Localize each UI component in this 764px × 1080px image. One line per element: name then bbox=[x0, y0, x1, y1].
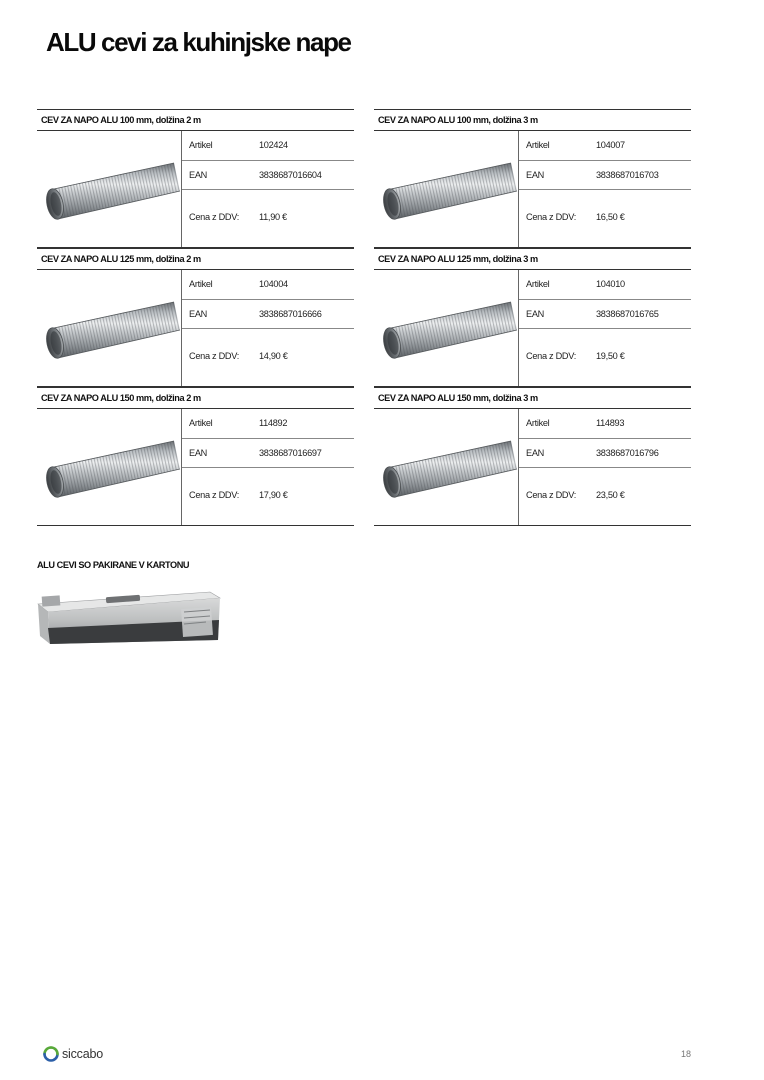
ean-label: EAN bbox=[526, 309, 544, 319]
product-card bbox=[374, 387, 691, 526]
alu-pipe-image bbox=[40, 423, 181, 511]
row-divider bbox=[519, 189, 691, 190]
product-heading: CEV ZA NAPO ALU 150 mm, dolžina 3 m bbox=[374, 387, 691, 409]
artikel-value: 114892 bbox=[259, 418, 288, 428]
ean-value: 3838687016796 bbox=[596, 448, 659, 458]
page-title: ALU cevi za kuhinjske nape bbox=[46, 27, 351, 57]
product-heading: CEV ZA NAPO ALU 100 mm, dolžina 3 m bbox=[374, 109, 691, 131]
price-value: 11,90 € bbox=[259, 212, 287, 222]
product-card bbox=[37, 387, 354, 526]
brand-name: siccabo bbox=[62, 1047, 103, 1061]
artikel-label: Artikel bbox=[189, 279, 213, 289]
alu-pipe-image bbox=[377, 145, 518, 233]
price-value: 23,50 € bbox=[596, 490, 625, 500]
ean-label: EAN bbox=[189, 448, 207, 458]
row-divider bbox=[519, 299, 691, 300]
row-divider bbox=[519, 328, 691, 329]
price-value: 16,50 € bbox=[596, 212, 625, 222]
ean-value: 3838687016703 bbox=[596, 170, 659, 180]
ean-label: EAN bbox=[189, 170, 207, 180]
price-label: Cena z DDV: bbox=[526, 351, 576, 361]
alu-pipe-image bbox=[40, 284, 181, 372]
price-value: 19,50 € bbox=[596, 351, 625, 361]
artikel-label: Artikel bbox=[526, 418, 550, 428]
ean-label: EAN bbox=[526, 170, 544, 180]
price-label: Cena z DDV: bbox=[189, 351, 239, 361]
artikel-value: 104010 bbox=[596, 279, 625, 289]
card-bottom-rule bbox=[374, 525, 691, 526]
price-label: Cena z DDV: bbox=[189, 212, 239, 222]
packaging-heading: ALU CEVI SO PAKIRANE V KARTONU bbox=[37, 560, 190, 570]
siccabo-logo-icon bbox=[43, 1046, 59, 1062]
alu-pipe-image bbox=[377, 284, 518, 372]
artikel-value: 102424 bbox=[259, 140, 288, 150]
price-value: 17,90 € bbox=[259, 490, 288, 500]
card-bottom-rule bbox=[37, 525, 354, 526]
product-heading: CEV ZA NAPO ALU 125 mm, dolžina 2 m bbox=[37, 248, 354, 270]
product-card bbox=[374, 248, 691, 387]
ean-value: 3838687016604 bbox=[259, 170, 322, 180]
price-label: Cena z DDV: bbox=[526, 490, 576, 500]
cardboard-box-image bbox=[34, 584, 224, 654]
price-value: 14,90 € bbox=[259, 351, 288, 361]
row-divider bbox=[519, 160, 691, 161]
row-divider bbox=[182, 160, 354, 161]
price-label: Cena z DDV: bbox=[526, 212, 576, 222]
artikel-value: 114893 bbox=[596, 418, 625, 428]
ean-value: 3838687016697 bbox=[259, 448, 322, 458]
artikel-label: Artikel bbox=[526, 140, 550, 150]
product-card bbox=[37, 248, 354, 387]
price-label: Cena z DDV: bbox=[189, 490, 239, 500]
row-divider bbox=[519, 467, 691, 468]
ean-label: EAN bbox=[189, 309, 207, 319]
row-divider bbox=[182, 328, 354, 329]
product-card bbox=[37, 109, 354, 248]
product-card bbox=[374, 109, 691, 248]
artikel-value: 104004 bbox=[259, 279, 288, 289]
product-heading: CEV ZA NAPO ALU 150 mm, dolžina 2 m bbox=[37, 387, 354, 409]
row-divider bbox=[182, 299, 354, 300]
row-divider bbox=[182, 438, 354, 439]
artikel-value: 104007 bbox=[596, 140, 625, 150]
alu-pipe-image bbox=[40, 145, 181, 233]
artikel-label: Artikel bbox=[189, 140, 213, 150]
row-divider bbox=[519, 438, 691, 439]
page-number: 18 bbox=[681, 1049, 692, 1059]
artikel-label: Artikel bbox=[526, 279, 550, 289]
artikel-label: Artikel bbox=[189, 418, 213, 428]
siccabo-logo bbox=[43, 1045, 103, 1063]
ean-label: EAN bbox=[526, 448, 544, 458]
row-divider bbox=[182, 467, 354, 468]
ean-value: 3838687016765 bbox=[596, 309, 659, 319]
alu-pipe-image bbox=[377, 423, 518, 511]
product-heading: CEV ZA NAPO ALU 100 mm, dolžina 2 m bbox=[37, 109, 354, 131]
ean-value: 3838687016666 bbox=[259, 309, 322, 319]
row-divider bbox=[182, 189, 354, 190]
product-heading: CEV ZA NAPO ALU 125 mm, dolžina 3 m bbox=[374, 248, 691, 270]
